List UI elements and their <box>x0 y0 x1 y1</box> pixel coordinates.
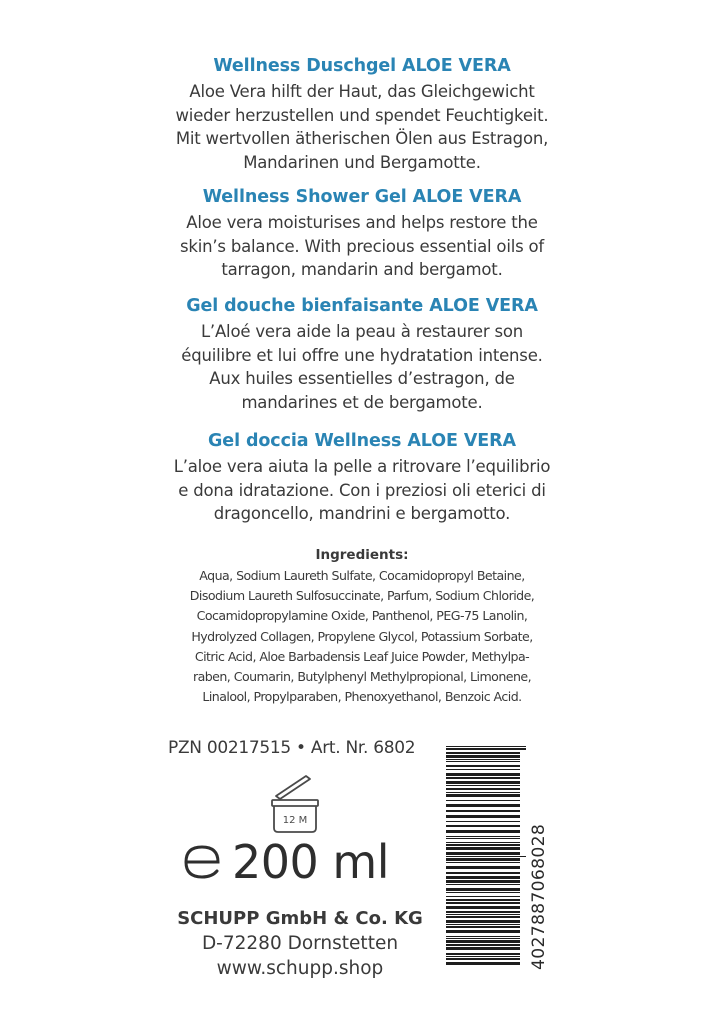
barcode-bar <box>446 858 520 861</box>
section-text: Aloe vera moisturises and helps restore the skin’s balance. With precious essential oils of tarragon, mandarin and bergamot. <box>179 213 545 279</box>
barcode-bar <box>446 777 520 779</box>
barcode-bar <box>446 926 520 928</box>
barcode-bar <box>446 956 520 957</box>
barcode-bar <box>446 924 520 925</box>
ingredients-title: Ingredients: <box>315 547 409 563</box>
section-title: Gel douche bienfaisante ALOE VERA <box>186 296 538 316</box>
company-name: SCHUPP GmbH & Co. KG <box>177 908 423 929</box>
barcode-bar <box>446 911 520 913</box>
company-website: www.schupp.shop <box>216 958 384 979</box>
barcode-bar <box>446 804 520 807</box>
barcode-bar <box>446 936 520 937</box>
barcode-bar <box>446 785 520 786</box>
section-title: Wellness Duschgel ALOE VERA <box>213 56 511 76</box>
jar-label: 12 M <box>282 815 308 826</box>
barcode-bar <box>446 755 520 758</box>
barcode-bar <box>446 938 520 939</box>
barcode-bar <box>446 930 520 933</box>
barcode-bar <box>446 876 520 879</box>
barcode-bar <box>446 752 520 754</box>
barcode-bar <box>446 769 520 770</box>
barcode-bar <box>446 844 520 846</box>
barcode-bar <box>446 761 520 762</box>
barcode-bar <box>446 825 520 827</box>
section-title: Wellness Shower Gel ALOE VERA <box>202 187 522 207</box>
barcode-bar <box>446 792 520 793</box>
barcode-bar <box>446 836 520 837</box>
barcode-bar <box>446 765 520 767</box>
barcode-bar <box>446 781 520 784</box>
barcode-bar <box>446 746 526 747</box>
pzn-article-number: PZN 00217515 • Art. Nr. 6802 <box>168 738 416 758</box>
barcode-bar <box>446 800 520 801</box>
section-text: L’Aloé vera aide la peau à restaurer son équilibre et lui offre une hydratation intense. Aux huiles essentielles d’estragon, de mandarines et de bergamote. <box>181 322 543 412</box>
barcode-bar <box>446 872 520 874</box>
barcode-bar <box>446 773 520 776</box>
period-after-opening-icon <box>266 770 326 836</box>
barcode-bar <box>446 830 520 833</box>
barcode-bar <box>446 940 520 943</box>
ingredients-list: Aqua, Sodium Laureth Sulfate, Cocamidopropyl Betaine, Disodium Laureth Sulfosuccinate, Parfum, Sodium Chloride, Cocamidopropylamine Oxide, Panthenol, PEG-75 Lanolin, Hydrolyzed Collagen, Propylene Glycol, Potassium Sorbate, Citric Acid, Aloe Barbadensis Leaf Juice Powder, Methylpa- raben, Coumarin, Butylphenyl Methylpropional, Limonene, Linalool, Propylparaben, Phenoxyethanol, Benzoic Acid. <box>189 568 535 705</box>
section-text: L’aloe vera aiuta la pelle a ritrovare l’equilibrio e dona idratazione. Con i preziosi oli eterici di dragoncello, mandrini e bergamotto. <box>173 457 551 523</box>
barcode-bar <box>446 920 520 923</box>
company-block <box>150 906 450 981</box>
barcode-bar <box>446 852 520 855</box>
barcode-bar <box>446 962 520 965</box>
section-english <box>150 185 574 282</box>
barcode-bar <box>446 788 520 790</box>
barcode-bar <box>446 862 520 863</box>
barcode-bar <box>446 902 520 904</box>
barcode-bar <box>446 899 520 901</box>
section-italian <box>150 429 574 526</box>
barcode-bar <box>446 880 520 883</box>
volume-block <box>180 836 389 888</box>
barcode-bar <box>446 944 520 946</box>
barcode-bar <box>446 842 520 843</box>
barcode-bar <box>446 847 520 850</box>
section-text: Aloe Vera hilft der Haut, das Gleichgewicht wieder herzustellen und spendet Feuchtigkeit. Mit wertvollen ätherischen Ölen aus Estragon, Mandarinen und Bergamotte. <box>175 82 549 172</box>
ean-barcode <box>446 744 549 974</box>
barcode-bar <box>446 953 520 955</box>
estimated-sign-icon <box>180 842 224 882</box>
barcode-bar <box>446 914 520 915</box>
barcode-bar <box>446 916 520 918</box>
barcode-bar <box>446 866 520 869</box>
barcode-bar <box>446 896 520 897</box>
barcode-digits: 4027887068028 <box>529 823 549 970</box>
barcode-bar <box>446 815 520 818</box>
barcode-bar <box>446 958 520 960</box>
company-address: D-72280 Dornstetten <box>201 933 399 954</box>
barcode-bar <box>446 856 526 857</box>
section-title: Gel doccia Wellness ALOE VERA <box>208 431 516 451</box>
barcode-bar <box>446 748 526 750</box>
barcode-bar <box>446 759 520 760</box>
barcode-bar <box>446 794 520 797</box>
barcode-bar <box>446 892 520 893</box>
section-french <box>150 294 574 414</box>
barcode-bar <box>446 947 520 950</box>
section-german <box>150 54 574 174</box>
barcode-bar <box>446 821 520 822</box>
barcode-bar <box>446 906 520 909</box>
barcode-bar <box>446 888 520 891</box>
volume-text: 200 ml <box>232 835 390 889</box>
ingredients-block <box>150 545 574 707</box>
barcode-bar <box>446 810 520 812</box>
barcode-bar <box>446 884 520 885</box>
barcode-bar <box>446 838 520 839</box>
